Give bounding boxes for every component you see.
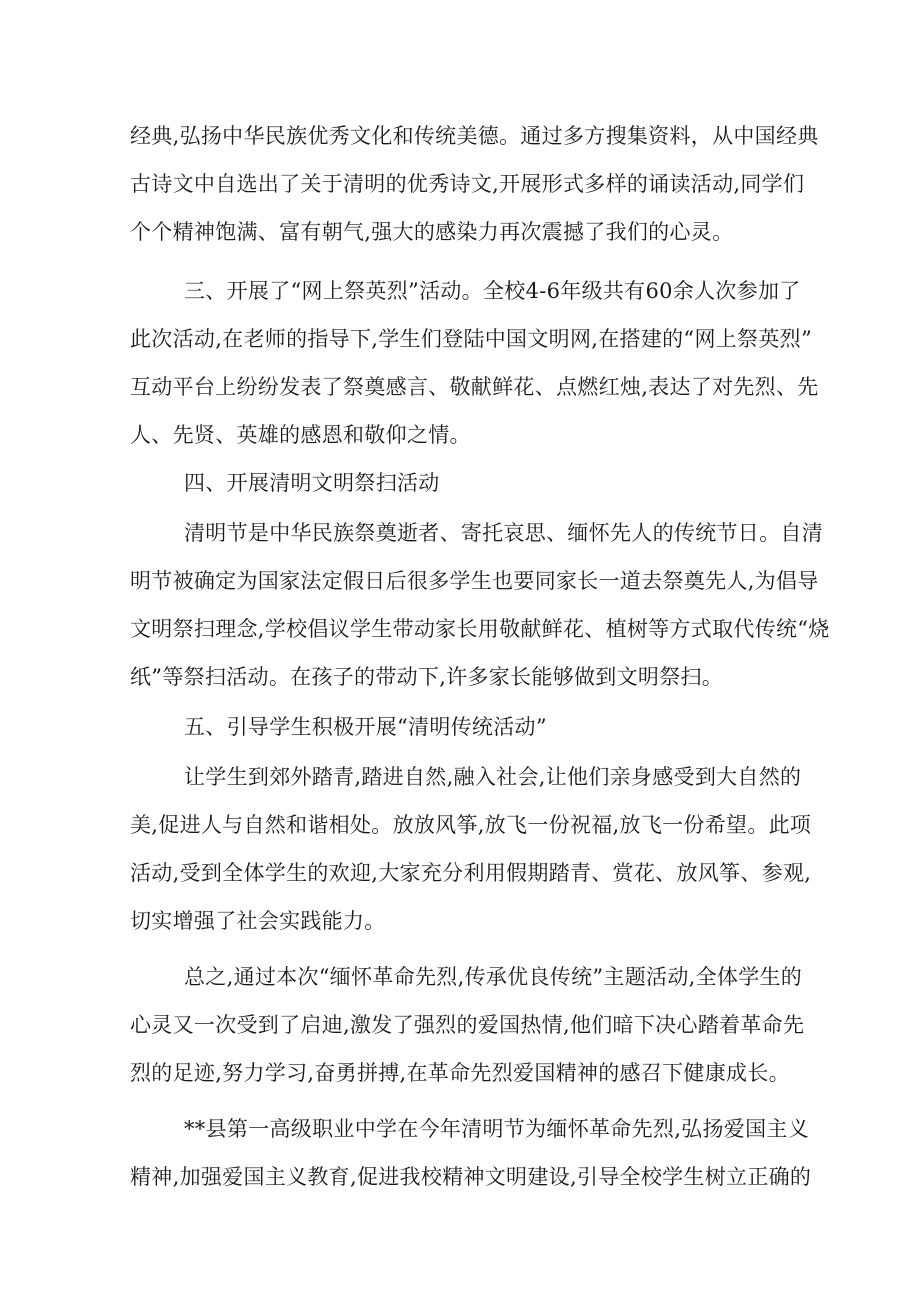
paragraph-6-line-2: 美,促进人与自然和谐相处。放放风筝,放飞一份祝福,放飞一份希望。此项 <box>130 813 812 837</box>
paragraph-2-line-3: 互动平台上纷纷发表了祭奠感言、敬献鲜花、点燃红烛,表达了对先烈、先 <box>130 375 819 399</box>
paragraph-8-line-1: **县第一高级职业中学在今年清明节为缅怀革命先烈,弘扬爱国主义 <box>184 1117 809 1141</box>
paragraph-7-line-2: 心灵又一次受到了启迪,激发了强烈的爱国热情,他们暗下决心踏着革命先 <box>130 1013 805 1037</box>
paragraph-8-line-2: 精神,加强爱国主义教育,促进我校精神文明建设,引导全校学生树立正确的 <box>130 1165 812 1189</box>
paragraph-1-line-1: 经典,弘扬中华民族优秀文化和传统美德。通过多方搜集资料，从中国经典 <box>130 124 819 148</box>
paragraph-2-line-4: 人、先贤、英雄的感恩和敬仰之情。 <box>130 423 471 447</box>
document-body <box>130 112 830 1201</box>
paragraph-4-line-4: 纸”等祭扫活动。在孩子的带动下,许多家长能够做到文明祭扫。 <box>130 665 724 689</box>
paragraph-6-line-4: 切实增强了社会实践能力。 <box>130 909 386 933</box>
paragraph-4-line-2: 明节被确定为国家法定假日后很多学生也要同家长一道去祭奠先人,为倡导 <box>130 569 819 593</box>
paragraph-7-line-3: 烈的足迹,努力学习,奋勇拼搏,在革命先烈爱国精神的感召下健康成长。 <box>130 1061 790 1085</box>
paragraph-spacer <box>130 1097 794 1105</box>
paragraph-4-line-1: 清明节是中华民族祭奠逝者、寄托哀思、缅怀先人的传统节日。自清 <box>184 521 823 545</box>
paragraph-2-line-1: 三、开展了“网上祭英烈”活动。全校4-6年级共有60余人次参加了 <box>184 279 801 303</box>
paragraph-4-line-3: 文明祭扫理念,学校倡议学生带动家长用敬献鲜花、植树等方式取代传统“烧 <box>130 617 830 641</box>
paragraph-6-line-3: 活动,受到全体学生的欢迎,大家充分利用假期踏青、赏花、放风筝、参观, <box>130 861 812 885</box>
paragraph-7-line-1: 总之,通过本次“缅怀革命先烈,传承优良传统”主题活动,全体学生的 <box>184 965 803 989</box>
paragraph-6-line-1: 让学生到郊外踏青,踏进自然,融入社会,让他们亲身感受到大自然的 <box>184 765 802 789</box>
paragraph-1-line-3: 个个精神饱满、富有朝气,强大的感染力再次震撼了我们的心灵。 <box>130 220 734 244</box>
section-heading-five: 五、引导学生积极开展“清明传统活动” <box>184 715 547 739</box>
paragraph-spacer <box>130 256 794 267</box>
section-heading-four: 四、开展清明文明祭扫活动 <box>184 471 440 495</box>
paragraph-1-line-2: 古诗文中自选出了关于清明的优秀诗文,开展形式多样的诵读活动,同学们 <box>130 172 805 196</box>
paragraph-2-line-2: 此次活动,在老师的指导下,学生们登陆中国文明网,在搭建的“网上祭英烈” <box>130 327 812 351</box>
paragraph-spacer <box>130 945 794 953</box>
